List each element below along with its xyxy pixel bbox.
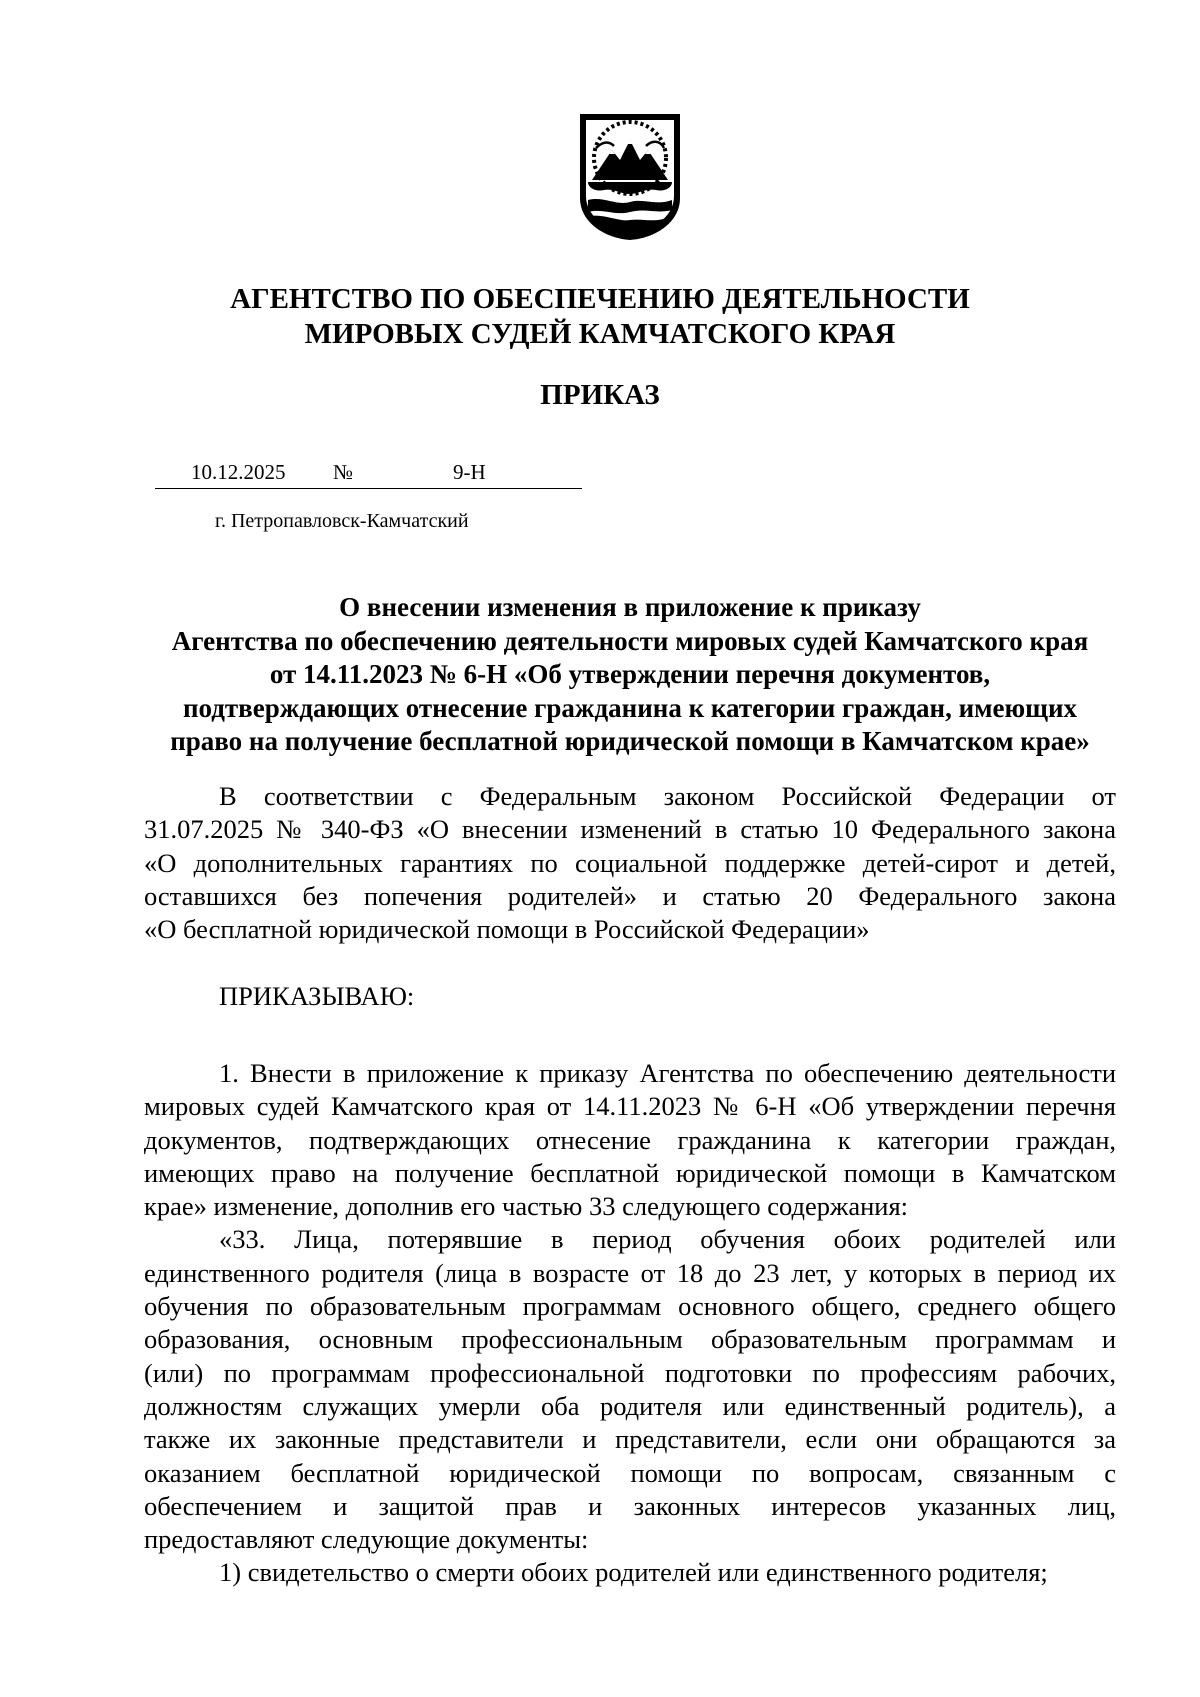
subject-line: Агентства по обеспечению деятельности мировых судей Камчатского края — [171, 625, 1089, 656]
clause-line: обеспечением и защитой прав и законных интересов указанных лиц, — [144, 1490, 1116, 1521]
preamble-line: «О бесплатной юридической помощи в Российской Федерации» — [144, 914, 870, 945]
clause-line: документов, подтверждающих отнесение гражданина к категории граждан, — [144, 1124, 1116, 1155]
agency-name-line-2: МИРОВЫХ СУДЕЙ КАМЧАТСКОГО КРАЯ — [304, 318, 896, 350]
subject-line: О внесении изменения в приложение к приказу — [339, 592, 921, 622]
clause-line: 1. Внести в приложение к приказу Агентства по обеспечению деятельности — [219, 1058, 1116, 1088]
kamchatka-coat-of-arms-icon — [576, 110, 684, 242]
clause-line: 1) свидетельство о смерти обоих родителей или единственного родителя; — [219, 1557, 1048, 1588]
document-date: 10.12.2025 — [191, 460, 286, 484]
clause-line: также их законные представители и представители, если они обращаются за — [144, 1424, 1116, 1455]
preamble-line: «О дополнительных гарантиях по социальной поддержке детей-сирот и детей, — [144, 847, 1116, 878]
clause-line: оказанием бесплатной юридической помощи по вопросам, связанным с — [144, 1457, 1116, 1488]
clause-line: предоставляют следующие документы: — [144, 1524, 589, 1555]
subject-line: от 14.11.2023 № 6-Н «Об утверждении перечня документов, — [269, 659, 991, 689]
document-subject — [140, 591, 1120, 759]
preamble-paragraph — [144, 780, 1116, 946]
city-name: г. Петропавловск-Камчатский — [215, 510, 469, 532]
agency-name-line-1: АГЕНТСТВО ПО ОБЕСПЕЧЕНИЮ ДЕЯТЕЛЬНОСТИ — [230, 283, 970, 315]
preamble-line: 31.07.2025 № 340-ФЗ «О внесении изменений в статью 10 Федерального закона — [144, 814, 1116, 845]
clause-line: должностям служащих умерли оба родителя или единственный родитель), а — [144, 1390, 1116, 1421]
document-number: 9-Н — [453, 460, 486, 484]
clause-line: (или) по программам профессиональной подготовки по профессиям рабочих, — [144, 1357, 1116, 1388]
subject-line: подтверждающих отнесение гражданина к категории граждан, имеющих — [182, 692, 1078, 723]
clause-line: образования, основным профессиональным образовательным программам и — [144, 1324, 1116, 1355]
clause-line: крае» изменение, дополнив его частью 33 следующего содержания: — [144, 1191, 909, 1222]
subject-line: право на получение бесплатной юридической помощи в Камчатском крае» — [170, 726, 1090, 756]
preamble-line: оставшихся без попечения родителей» и статью 20 Федерального закона — [144, 880, 1116, 911]
clause-line: обучения по образовательным программам основного общего, среднего общего — [144, 1291, 1116, 1322]
clause-line: мировых судей Камчатского края от 14.11.2023 № 6-Н «Об утверждении перечня — [144, 1091, 1116, 1122]
clause-line: единственного родителя (лица в возрасте от 18 до 23 лет, у которых в период их — [144, 1257, 1116, 1288]
clause-paragraph — [144, 1057, 1116, 1590]
clause-line: «33. Лица, потерявшие в период обучения обоих родителей или — [219, 1224, 1116, 1255]
date-number-line — [155, 458, 582, 489]
order-directive: ПРИКАЗЫВАЮ: — [219, 981, 415, 1011]
preamble-line: В соответствии с Федеральным законом Российской Федерации от — [219, 781, 1116, 811]
number-sign: № — [333, 460, 354, 484]
clause-line: имеющих право на получение бесплатной юридической помощи в Камчатском — [144, 1157, 1116, 1188]
agency-name — [140, 282, 1060, 352]
document-type: ПРИКАЗ — [540, 379, 660, 411]
